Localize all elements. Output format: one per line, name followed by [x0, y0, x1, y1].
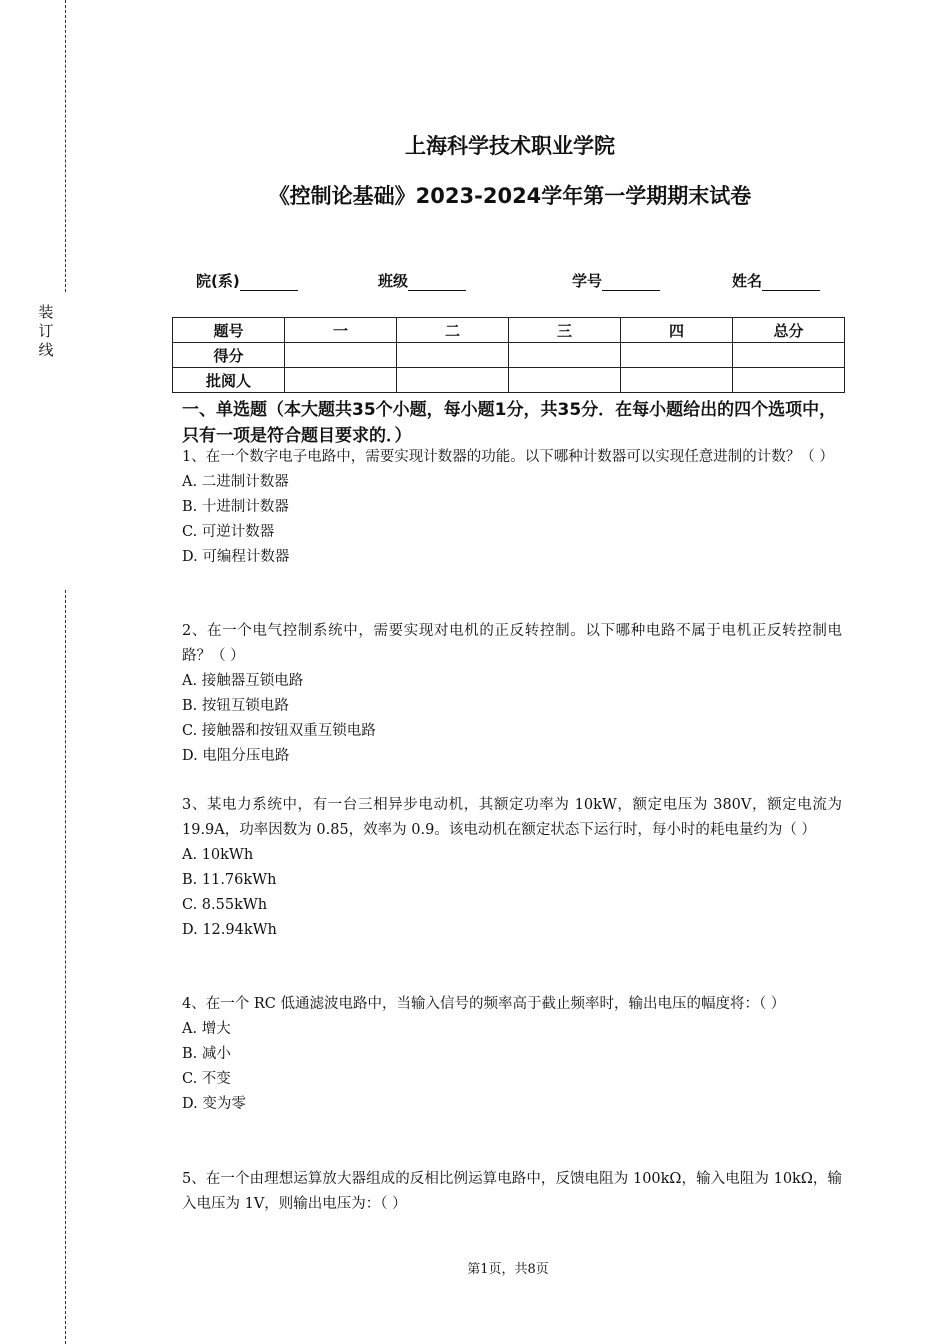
score-table-header-row	[173, 318, 845, 343]
school-title: 上海科学技术职业学院	[405, 134, 615, 158]
score-cell[interactable]	[733, 368, 845, 393]
score-header-cell: 三	[509, 318, 621, 343]
option: A. 接触器互锁电路	[182, 673, 304, 689]
score-row-label: 批阅人	[173, 368, 285, 393]
score-table-row	[173, 368, 845, 393]
question-stem: 1、在一个数字电子电路中，需要实现计数器的功能。以下哪种计数器可以实现任意进制的计数？（ ）	[182, 449, 834, 465]
score-header-cell: 题号	[173, 318, 285, 343]
score-header-cell: 二	[397, 318, 509, 343]
question-stem: 3、某电力系统中，有一台三相异步电动机，其额定功率为 10kW，额定电压为 380V，额定电流为 19.9A，功率因数为 0.85，效率为 0.9。该电动机在额定状态下运行时，每小时的耗电量约为（ ）	[182, 797, 842, 838]
option: A. 10kWh	[182, 847, 254, 863]
score-cell[interactable]	[621, 368, 733, 393]
section-title: 一、单选题（本大题共35个小题，每小题1分，共35分．在每小题给出的四个选项中，只有一项是符合题目要求的．）	[182, 400, 837, 446]
score-cell[interactable]	[285, 368, 397, 393]
option: C. 8.55kWh	[182, 897, 268, 913]
score-cell[interactable]	[733, 343, 845, 368]
page-number: 第1页，共8页	[467, 1262, 549, 1277]
binding-char: 订	[38, 322, 54, 340]
score-table	[172, 317, 845, 393]
option: C. 可逆计数器	[182, 524, 275, 540]
info-label: 院(系)	[196, 272, 240, 290]
binding-char: 装	[38, 303, 54, 321]
info-label: 姓名	[732, 272, 763, 290]
score-cell[interactable]	[509, 343, 621, 368]
option: D. 电阻分压电路	[182, 748, 290, 764]
question-2	[182, 619, 842, 769]
score-cell[interactable]	[509, 368, 621, 393]
option: B. 11.76kWh	[182, 872, 277, 888]
question-stem: 4、在一个 RC 低通滤波电路中，当输入信号的频率高于截止频率时，输出电压的幅度将：（ ）	[182, 996, 786, 1012]
option: C. 接触器和按钮双重互锁电路	[182, 723, 376, 739]
info-blank[interactable]	[408, 274, 466, 291]
question-3	[182, 793, 842, 943]
score-cell[interactable]	[397, 368, 509, 393]
question-5	[182, 1167, 842, 1217]
option: B. 十进制计数器	[182, 499, 289, 515]
score-header-cell: 一	[285, 318, 397, 343]
score-table-row	[173, 343, 845, 368]
info-field-name	[732, 270, 820, 291]
question-stem: 5、在一个由理想运算放大器组成的反相比例运算电路中，反馈电阻为 100kΩ，输入电阻为 10kΩ，输入电压为 1V，则输出电压为：（ ）	[182, 1171, 842, 1212]
score-cell[interactable]	[285, 343, 397, 368]
info-field-class	[378, 270, 466, 291]
score-header-cell: 四	[621, 318, 733, 343]
option: C. 不变	[182, 1071, 231, 1087]
score-row-label: 得分	[173, 343, 285, 368]
question-1	[182, 445, 842, 570]
score-cell[interactable]	[621, 343, 733, 368]
info-blank[interactable]	[602, 274, 660, 291]
info-label: 班级	[378, 272, 409, 290]
option: D. 可编程计数器	[182, 549, 290, 565]
binding-char: 线	[38, 341, 54, 359]
info-label: 学号	[572, 272, 603, 290]
option: D. 12.94kWh	[182, 922, 277, 938]
exam-title: 《控制论基础》2023-2024学年第一学期期末试卷	[268, 184, 752, 208]
option: D. 变为零	[182, 1096, 246, 1112]
binding-label	[37, 303, 55, 360]
score-header-cell: 总分	[733, 318, 845, 343]
info-blank[interactable]	[762, 274, 820, 291]
option: B. 按钮互锁电路	[182, 698, 289, 714]
info-field-student-id	[572, 270, 660, 291]
question-stem: 2、在一个电气控制系统中，需要实现对电机的正反转控制。以下哪种电路不属于电机正反转控制电路？（ ）	[182, 623, 842, 664]
info-field-department	[196, 270, 298, 291]
binding-line-bottom	[65, 590, 66, 1344]
option: A. 二进制计数器	[182, 474, 289, 490]
score-cell[interactable]	[397, 343, 509, 368]
question-4	[182, 992, 842, 1117]
info-blank[interactable]	[240, 274, 298, 291]
option: B. 减小	[182, 1046, 231, 1062]
option: A. 增大	[182, 1021, 231, 1037]
